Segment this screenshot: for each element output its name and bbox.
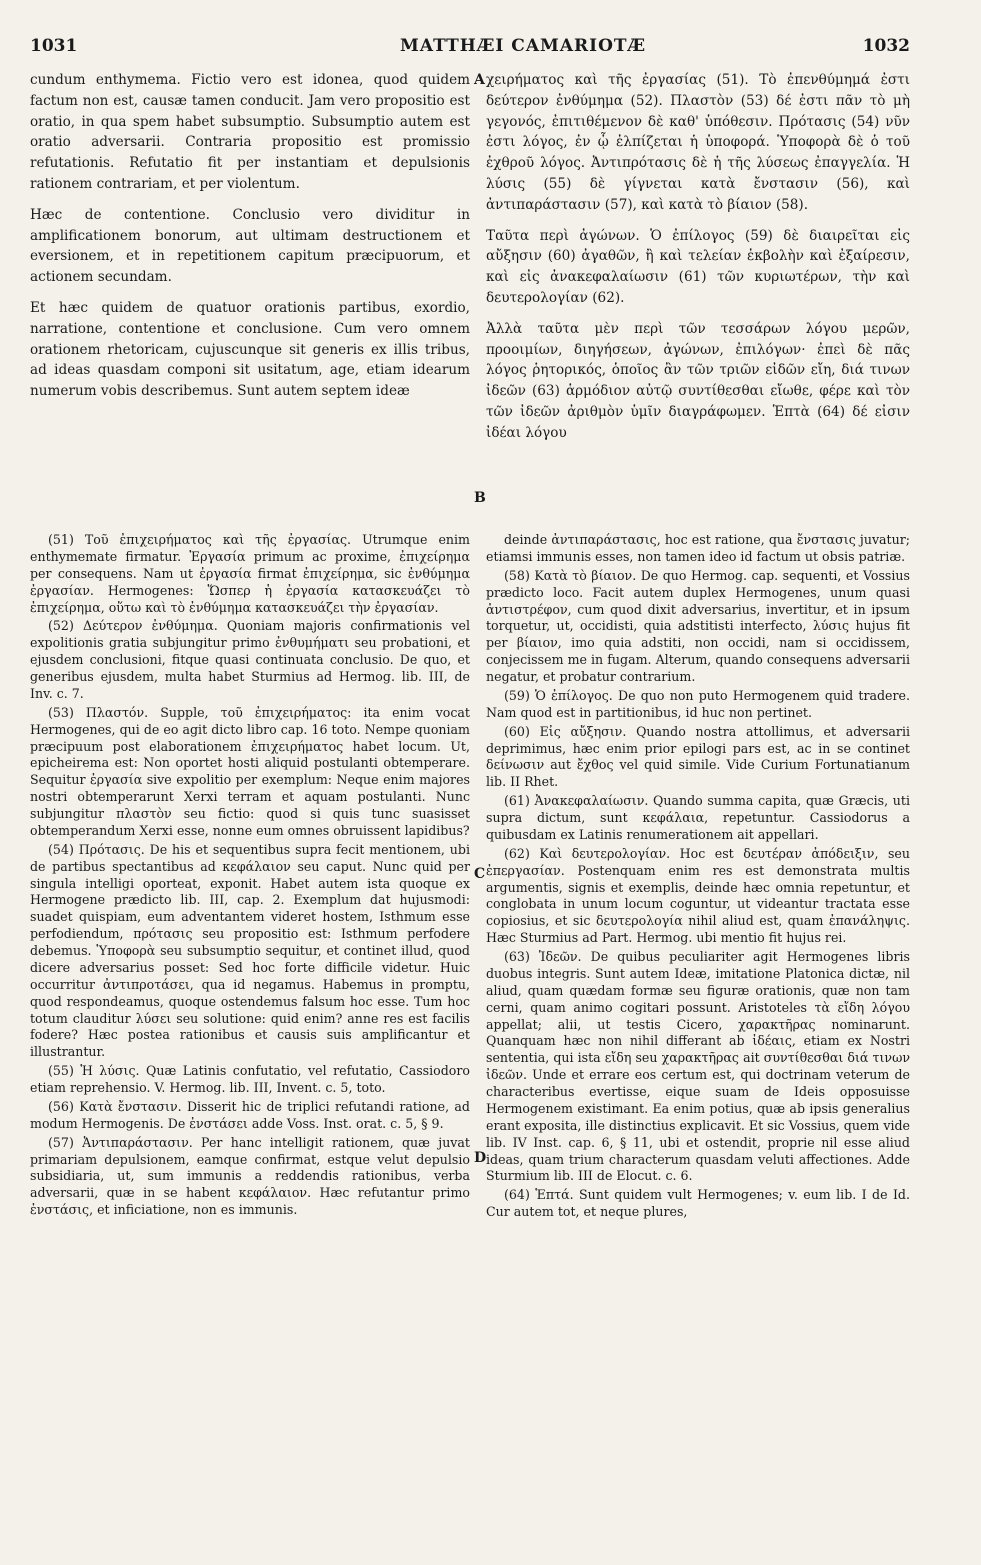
page-number-right: 1032 (862, 36, 910, 56)
footnote: (58) Κατὰ τὸ βίαιον. De quo Hermog. cap. sequenti, et Vossius prædicto loco. Facit autem duplex Hermogenes, unum quasi ἀντιστρέφον, cum quod dixit adversarius, invertitur, et in ipsum torquetur, ut, occidisti, quia adstitisti interfecto, λύσις hujus fit per βίαιον, imo quia adstiti, non occidi, nam si occidissem, conjecissem me in fugam. Alterum, quando consequens adversarii negatur, et probatur contrarium. (486, 567, 910, 684)
footnote: (64) Ἑπτά. Sunt quidem vult Hermogenes; v. eum lib. I de Id. Cur autem tot, et neque plures, (486, 1187, 910, 1220)
margin-marker-d: D (474, 1150, 487, 1166)
footnote: deinde ἀντιπαράστασις, hoc est ratione, qua ἔνστασις juvatur; etiamsi immunis esses, non tamen ideo id factum ut obsis patriæ. (486, 532, 910, 564)
latin-paragraph: Hæc de contentione. Conclusio vero dividitur in amplificationem bonorum, aut ultimam destructionem et eversionem, et in repetitionem capitum præcipuorum, et actionem secundam. (30, 206, 470, 286)
latin-paragraph: Et hæc quidem de quatuor orationis partibus, exordio, narratione, contentione et conclusione. Cum vero omnem orationem rhetoricam, cujuscunque sit generis ex illis tribus, ad ideas quasdam componi sit usitatum, age, etiam idearum numerum vobis describemus. Sunt autem septem ideæ (30, 299, 470, 400)
footnotes-left-column (30, 532, 470, 1221)
margin-marker-c: C (474, 866, 486, 882)
margin-marker-b: B (474, 490, 486, 506)
footnote: (62) Καὶ δευτερολογίαν. Hoc est δευτέραν ἀπόδειξιν, seu ἐπεργασίαν. Postenquam enim res est demonstrata multis argumentis, signis et exemplis, deinde hæc omnia repetuntur, et conglobata in unum locum coguntur, ut videantur tractata esse copiosius, et sic δευτερολογία nihil aliud est, quam ἐπανάληψις. Hæc Sturmius ad Part. Hermog. ubi mentio fit hujus rei. (486, 845, 910, 946)
footnote: (61) Ἀνακεφαλαίωσιν. Quando summa capita, quæ Græcis, uti supra dictum, sunt κεφάλαια, repetuntur. Cassiodorus a quibusdam ex Latinis renumerationem ait appellari. (486, 793, 910, 842)
margin-marker-a: A (474, 72, 485, 88)
footnote: (63) Ἰδεῶν. De quibus peculiariter agit Hermogenes libris duobus integris. Sunt autem Ideæ, imitatione Platonica dictæ, nil aliud, quam quædam formæ seu figuræ orationis, quæ non tam cerni, quam animo cogitari possunt. Aristoteles τὰ εἴδη λόγου appellat; alii, ut testis Cicero, χαρακτῆρας nominarunt. Quanquam hæc non nihil differant ab ἰδέαις, etiam ex Nostri sententia, qui ista εἴδη seu χαρακτῆρας ait συντίθεσθαι διά τινων ἰδεῶν. Unde et errare eos certum est, qui doctrinam veterum de characteribus evertisse, eique suam de Ideis opposuisse Hermogenem existimant. Ea enim potius, quæ ab ipsis generalius erant exposita, ille distinctius explicavit. Et sic Vossius, quem vide lib. IV Inst. cap. 6, § 11, ubi et ostendit, proprie nil esse aliud ideas, quam trium characterum quasdam veluti affectiones. Adde Sturmium lib. III de Elocut. c. 6. (486, 949, 910, 1184)
footnote: (56) Κατὰ ἔνστασιν. Disserit hic de triplici refutandi ratione, ad modum Hermogenis. De ἐνστάσει adde Voss. Inst. orat. c. 5, § 9. (30, 1098, 470, 1131)
latin-paragraph: cundum enthymema. Fictio vero est idonea, quod quidem factum non est, causæ tamen conducit. Jam vero propositio est oratio, in qua spem habet subsumptio. Subsumptio autem est oratio adversarii. Contraria propositio est promissio refutationis. Refutatio fit per instantiam et depulsionis rationem contrariam, et per violentum. (30, 72, 470, 192)
footnote: (51) Τοῦ ἐπιχειρήματος καὶ τῆς ἐργασίας. Utrumque enim enthymemate firmatur. Ἐργασία primum ac proxime, ἐπιχείρημα per consequens. Nam ut ἐργασία firmat ἐπιχείρημα, sic ἐνθύμημα ἐργασίαν. Hermogenes: Ὥσπερ ἡ ἐργασία κατασκευάζει τὸ ἐπιχείρημα, οὕτω καὶ τὸ ἐνθύμημα κατασκευάζει τὴν ἐργασίαν. (30, 532, 470, 615)
footnotes-right-column (486, 532, 910, 1223)
footnote: (54) Πρότασις. De his et sequentibus supra fecit mentionem, ubi de partibus spectantibus ad κεφάλαιον seu caput. Nunc quid per singula intelligi oporteat, exponit. Habet autem ista quoque ex Hermogene prædicto lib. III, cap. 2. Exemplum dat hujusmodi: suadet quispiam, eum adventantem videret hostem, Isthmum esse perfodiendum, πρότασις seu propositio est: Isthmum perfodere debemus. Ὑποφορὰ seu subsumptio sequitur, et continet illud, quod dicere adversarius posset: Sed hoc forte difficile videtur. Huic occurritur ἀντιπροτάσει, qua id negamus. Habemus in promptu, quod respondeamus, quoque ostendemus falsum hoc esse. Tum hoc totum clauditur λύσει seu solutione: quid enim? anne res est facilis fodere? Hæc postea rationibus et causis suis amplificantur et illustrantur. (30, 841, 470, 1060)
running-header (30, 36, 910, 62)
running-title: MATTHÆI CAMARIOTÆ (400, 36, 647, 56)
footnote: (59) Ὁ ἐπίλογος. De quo non puto Hermogenem quid tradere. Nam quod est in partitionibus, id huc non pertinet. (486, 687, 910, 720)
greek-text-column (486, 70, 910, 454)
greek-paragraph: χειρήματος καὶ τῆς ἐργασίας (51). Τὸ ἐπενθύμημά ἐστι δεύτερον ἐνθύμημα (52). Πλαστὸν (53) δέ ἐστι πᾶν τὸ μὴ γεγονός, ἐπιτιθέμενον δὲ καθ' ὑπόθεσιν. Πρότασις (54) νῦν ἐστι λόγος, ἐν ᾧ ἐλπίζεται ἡ ὑποφορά. Ὑποφορὰ δὲ ὁ τοῦ ἐχθροῦ λόγος. Ἀντιπρότασις δὲ ἡ τῆς λύσεως ἐπαγγελία. Ἡ λύσις (55) δὲ γίγνεται κατὰ ἔνστασιν (56), καὶ ἀντιπαράστασιν (57), καὶ κατὰ τὸ βίαιον (58). (486, 72, 910, 213)
footnote: (60) Εἰς αὔξησιν. Quando nostra attollimus, et adversarii deprimimus, hæc enim prior epilogi pars est, ac in se continet δείνωσιν aut ἔχθος vel quid simile. Vide Curium Fortunatianum lib. II Rhet. (486, 723, 910, 790)
page-number-left: 1031 (30, 36, 78, 56)
footnote: (57) Ἀντιπαράστασιν. Per hanc intelligit rationem, quæ juvat primariam depulsionem, eamque confirmat, estque velut depulsio subsidiaria, ut, sum immunis a reddendis rationibus, verba adversarii, quæ in se habent κεφάλαιον. Hæc refutantur primo ἐνστάσις, et inficiatione, non es immunis. (30, 1134, 470, 1218)
footnote: (55) Ἡ λύσις. Quæ Latinis confutatio, vel refutatio, Cassiodoro etiam reprehensio. V. Hermog. lib. III, Invent. c. 5, toto. (30, 1063, 470, 1095)
latin-text-column (30, 70, 470, 412)
greek-paragraph: Ταῦτα περὶ ἀγώνων. Ὁ ἐπίλογος (59) δὲ διαιρεῖται εἰς αὔξησιν (60) ἀγαθῶν, ἢ καὶ τελείαν ἐκβολὴν καὶ ἐξαίρεσιν, καὶ εἰς ἀνακεφαλαίωσιν (61) τῶν κυριωτέρων, τὴν καὶ δευτερολογίαν (62). (486, 227, 910, 306)
footnote: (53) Πλαστόν. Supple, τοῦ ἐπιχειρήματος: ita enim vocat Hermogenes, qui de eo agit dicto libro cap. 16 toto. Nempe quoniam præcipuum post elaborationem ἐπιχειρήματος habet locum. Ut, epicheirema est: Non oportet hosti aliquid postulanti obtemperare. Sequitur ἐργασία sive expolitio per exemplum: Neque enim majores nostri obtemperarunt Xerxi terram et aquam postulanti. Nunc subjungitur πλαστὸν seu fictio: quod si quis tunc suasisset obtemperandum Xerxi esse, nonne eum omnes obruissent lapidibus? (30, 704, 470, 838)
footnote: (52) Δεύτερον ἐνθύμημα. Quoniam majoris confirmationis vel expolitionis gratia subjungitur primo ἐνθυμήματι seu probationi, et ejusdem conclusioni, fitque quasi continuata conclusio. De quo, et generibus ejusdem, multa habet Sturmius ad Hermog. lib. III, de Inv. c. 7. (30, 618, 470, 701)
greek-paragraph: Ἀλλὰ ταῦτα μὲν περὶ τῶν τεσσάρων λόγου μερῶν, προοιμίων, διηγήσεων, ἀγώνων, ἐπιλόγων· ἐπεὶ δὲ πᾶς λόγος ῥητορικός, ὁποῖος ἂν τῶν τριῶν εἰδῶν εἴη, διά τινων ἰδεῶν (63) ἁρμόδιον αὐτῷ συντίθεσθαι εἴωθε, φέρε καὶ τὸν τῶν ἰδεῶν ἀριθμὸν ὑμῖν διαγράφωμεν. Ἑπτὰ (64) δέ εἰσιν ἰδέαι λόγου (486, 320, 910, 441)
